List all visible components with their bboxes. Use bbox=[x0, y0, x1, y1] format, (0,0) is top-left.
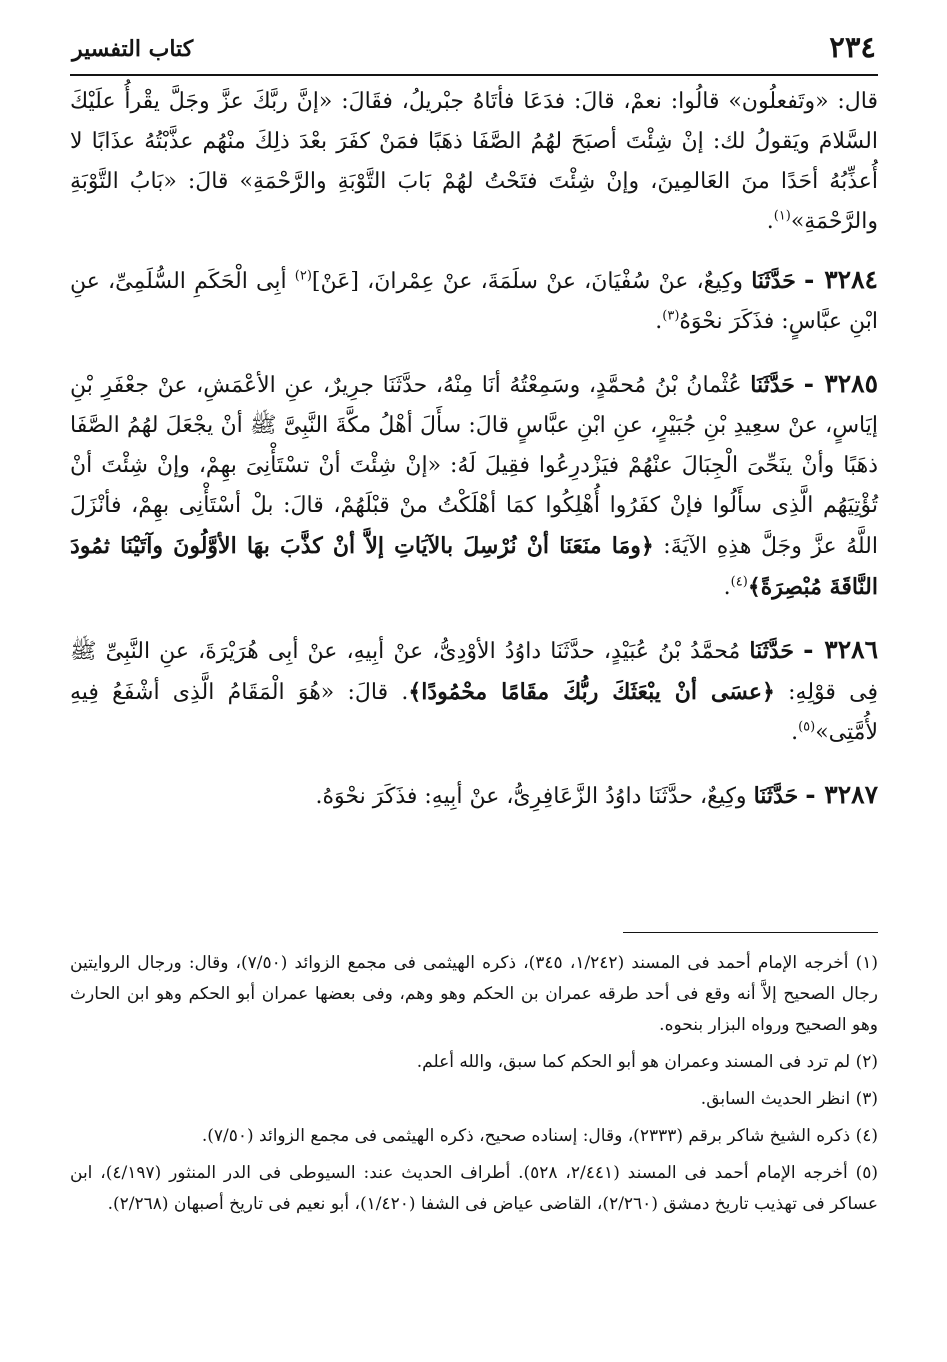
hadith-lead: حَدَّثَنَا bbox=[751, 268, 796, 294]
running-title: كتاب التفسير bbox=[72, 36, 194, 62]
page-number: ٢٣٤ bbox=[829, 30, 876, 64]
footnote-4: (٤) ذكره الشيخ شاكر برقم (٢٣٣٣)، وقال: إسناده صحيح، ذكره الهيثمى فى مجمع الزوائد (٧/٥٠). bbox=[201, 1126, 878, 1146]
hadith-text-continued: أبِى الْحَكَمِ السُّلَمِىِّ، عنِ ابْنِ عبَّاسٍ: فذَكَرَ نحْوَهُ bbox=[70, 269, 878, 334]
page-header bbox=[70, 30, 878, 74]
hadith-text: وكِيعٌ، عنْ سُفْيَانَ، عنْ سلَمَةَ، عنْ عِمْرانَ، [عَنْ] bbox=[311, 269, 744, 294]
footnote-rule bbox=[623, 932, 878, 933]
paragraph-continuation: قال: «وتَفعلُون» قالُوا: نعمْ، قالَ: فدَعَا فأتَاهُ جبْريلُ، فقَالَ: «إنَّ ربَّكَ عزَّ وجَلَّ يقْرأُ علَيْكَ السَّلامَ ويَقولُ لك: إنْ شِئْتَ أصبَحَ لهُمُ الصَّفَا ذهَبًا فمَنْ كفَرَ بعْدَ ذلِكَ منْهُم عذَّبْتُهُ عذَابًا لا أُعذِّبُهُ أحَدًا منَ العَالمِينَ، وإنْ شِئْتَ فتَحْتُ لهُمْ بَابَ التَّوْبَةِ والرَّحْمَةِ» قالَ: «بَابُ التَّوْبَةِ والرَّحْمَةِ»$^{(١)}$. bbox=[70, 89, 878, 234]
footnote-ref: (٥) bbox=[798, 719, 816, 735]
hadith-text-continued: . قالَ: «هُوَ الْمَقَامُ الَّذِى أشْفَعُ فِيهِ لأُمَّتِى» bbox=[70, 680, 878, 745]
quran-verse: ﴿ومَا منَعَنَا أنْ نُرْسِلَ بالآيَاتِ إلاَّ أنْ كذَّبَ بهَا الأوَّلُونَ وآتَيْنَا ثمُودَ النَّاقَةَ مُبْصِرَةً﴾ bbox=[70, 533, 878, 600]
hadith-number: ٣٢٨٤ - bbox=[804, 265, 878, 294]
hadith-text: وكِيعٌ، حدَّثَنَا داوُدُ الزَّعَافِرِىُّ، عنْ أبِيهِ: فذَكَرَ نحْوَهُ. bbox=[315, 784, 747, 809]
hadith-number: ٣٢٨٥ - bbox=[803, 369, 878, 398]
hadith-3287 bbox=[70, 775, 878, 817]
paragraph-text: قال: «وتَفعلُون» قالُوا: نعمْ، قالَ: فدَعَا فأتَاهُ جبْريلُ، فقَالَ: «إنَّ ربَّكَ عزَّ وجَلَّ يقْرأُ علَيْكَ السَّلامَ ويَقولُ لك: إنْ شِئْتَ أصبَحَ لهُمُ الصَّفَا ذهَبًا فمَنْ كفَرَ بعْدَ ذلِكَ منْهُم عذَّبْتُهُ عذَابًا لا أُعذِّبُهُ أحَدًا منَ العَالمِينَ، وإنْ شِئْتَ فتَحْتُ لهُمْ بَابَ التَّوْبَةِ والرَّحْمَةِ» قالَ: «بَابُ التَّوْبَةِ والرَّحْمَةِ» bbox=[70, 89, 878, 234]
hadith-lead: حَدَّثَنَا bbox=[750, 372, 795, 398]
hadith-3286: ٣٢٨٦ - حَدَّثَنَا مُحمَّدُ بْنُ عُبَيْدٍ، حدَّثَنَا داوُدُ الأوْدِىُّ، عنْ أبِيهِ، عنْ أبِى هُرَيْرَةَ، عنِ النَّبِىِّ ﷺ فِى قوْلِهِ: ﴿عسَى أنْ يبْعَثَكَ ربُّكَ مقَامًا محْمُودًا﴾. قالَ: «هُوَ الْمَقَامُ الَّذِى أشْفَعُ فِيهِ لأُمَّتِى»$^{(٥)}$. bbox=[70, 635, 878, 745]
footnotes bbox=[70, 948, 878, 1226]
hadith-lead: حَدَّثَنَا bbox=[753, 783, 799, 809]
hadith-3285: ٣٢٨٥ - حَدَّثَنَا عُثْمانُ بْنُ مُحمَّدٍ، وسَمِعْتُهُ أنَا مِنْهُ، حدَّثَنَا جرِيرٌ، عنِ الأعْمَشِ، عنْ جعْفَرِ بْنِ إيَاسٍ، عنْ سعِيدِ بْنِ جُبَيْرٍ، عنِ ابْنِ عبَّاسٍ قالَ: سأَلَ أهْلُ مكَّةَ النَّبِىَّ ﷺ أنْ يجْعَلَ لهُمُ الصَّفَا ذهَبًا وأنْ ينَحِّىَ الْجِبَالَ عنْهُمْ فيَزْدرِعُوا فقِيلَ لَهُ: «إنْ شِئْتَ أنْ تسْتَأْنِىَ بهِمْ، وإنْ شِئْتَ أنْ تُؤْتِيَهُم الَّذِى سأَلُوا فإنْ كفَرُوا أُهْلِكُوا كمَا أهْلَكْتُ منْ قبْلَهُمْ، قالَ: بلْ أسْتَأْنِى بهِمْ، فأنْزَلَ اللَّهُ عزَّ وجَلَّ هذِهِ الآيَةَ: ﴿ومَا منَعَنَا أنْ نُرْسِلَ بالآيَاتِ إلاَّ أنْ كذَّبَ بهَا الأوَّلُونَ وآتَيْنَا ثمُودَ النَّاقَةَ مُبْصِرَةً﴾$^{(٤)}$. bbox=[70, 369, 879, 600]
book-page bbox=[70, 30, 878, 1340]
hadith-text: مُحمَّدُ بْنُ عُبَيْدٍ، حدَّثَنَا داوُدُ الأوْدِىُّ، عنْ أبِيهِ، عنْ أبِى هُرَيْرَةَ، عنِ النَّبِىِّ ﷺ فِى قوْلِهِ: bbox=[70, 639, 878, 705]
main-text bbox=[70, 82, 878, 839]
footnote-3: (٣) انظر الحديث السابق. bbox=[700, 1089, 878, 1109]
hadith-number: ٣٢٨٦ - bbox=[803, 635, 878, 664]
footnote-2: (٢) لم ترد فى المسند وعمران هو أبو الحكم كما سبق، والله أعلم. bbox=[416, 1052, 878, 1072]
hadith-3284: ٣٢٨٤ - حَدَّثَنَا وكِيعٌ، عنْ سُفْيَانَ، عنْ سلَمَةَ، عنْ عِمْرانَ، [عَنْ]$^{(٢)}$ أبِى الْحَكَمِ السُّلَمِىِّ، عنِ ابْنِ عبَّاسٍ: فذَكَرَ نحْوَهُ$^{(٣)}$. bbox=[70, 265, 878, 334]
footnote-ref: (٢) bbox=[294, 268, 312, 284]
hadith-lead: حَدَّثَنَا bbox=[749, 638, 794, 664]
footnote-5: (٥) أخرجه الإمام أحمد فى المسند (٢/٤٤١، ٥٢٨). أطراف الحديث عند: السيوطى فى الدر المنثور (٤/١٩٧)، ابن عساكر فى تهذيب تاريخ دمشق (٢/٢٦٠)، القاضى عياض فى الشفا (١/٤٢٠)، أبو نعيم فى تاريخ أصبهان (٢/٢٦٨). bbox=[70, 1163, 878, 1214]
footnote-ref: (٣) bbox=[662, 308, 680, 324]
header-rule bbox=[70, 74, 878, 76]
hadith-number: ٣٢٨٧ - bbox=[805, 780, 878, 809]
footnote-1: (١) أخرجه الإمام أحمد فى المسند (١/٢٤٢، ٣٤٥)، ذكره الهيثمى فى مجمع الزوائد (٧/٥٠)، وقال: ورجال الروايتين رجال الصحيح إلاَّ أنه وقع فى أحد طرقه عمران بن الحكم وهو وهم، وفى بعضها عمران أبو الحكم وهو ابن الحارث وهو الصحيح ورواه البزار بنحوه. bbox=[70, 953, 878, 1035]
quran-verse: ﴿عسَى أنْ يبْعَثَكَ ربُّكَ مقَامًا محْمُودًا﴾ bbox=[408, 679, 775, 705]
hadith-text: عُثْمانُ بْنُ مُحمَّدٍ، وسَمِعْتُهُ أنَا مِنْهُ، حدَّثَنَا جرِيرٌ، عنِ الأعْمَشِ، عنْ جعْفَرِ بْنِ إيَاسٍ، عنْ سعِيدِ بْنِ جُبَيْرٍ، عنِ ابْنِ عبَّاسٍ قالَ: سأَلَ أهْلُ مكَّةَ النَّبِىَّ ﷺ أنْ يجْعَلَ لهُمُ الصَّفَا ذهَبًا وأنْ ينَحِّىَ الْجِبَالَ عنْهُمْ فيَزْدرِعُوا فقِيلَ لَهُ: «إنْ شِئْتَ أنْ تسْتَأْنِىَ بهِمْ، وإنْ شِئْتَ أنْ تُؤْتِيَهُم الَّذِى سأَلُوا فإنْ كفَرُوا أُهْلِكُوا كمَا أهْلَكْتُ منْ قبْلَهُمْ، قالَ: بلْ أسْتَأْنِى بهِمْ، فأنْزَلَ اللَّهُ عزَّ وجَلَّ هذِهِ الآيَةَ: bbox=[70, 373, 879, 559]
footnote-ref: (٤) bbox=[730, 574, 748, 590]
footnote-ref: (١) bbox=[773, 208, 791, 224]
